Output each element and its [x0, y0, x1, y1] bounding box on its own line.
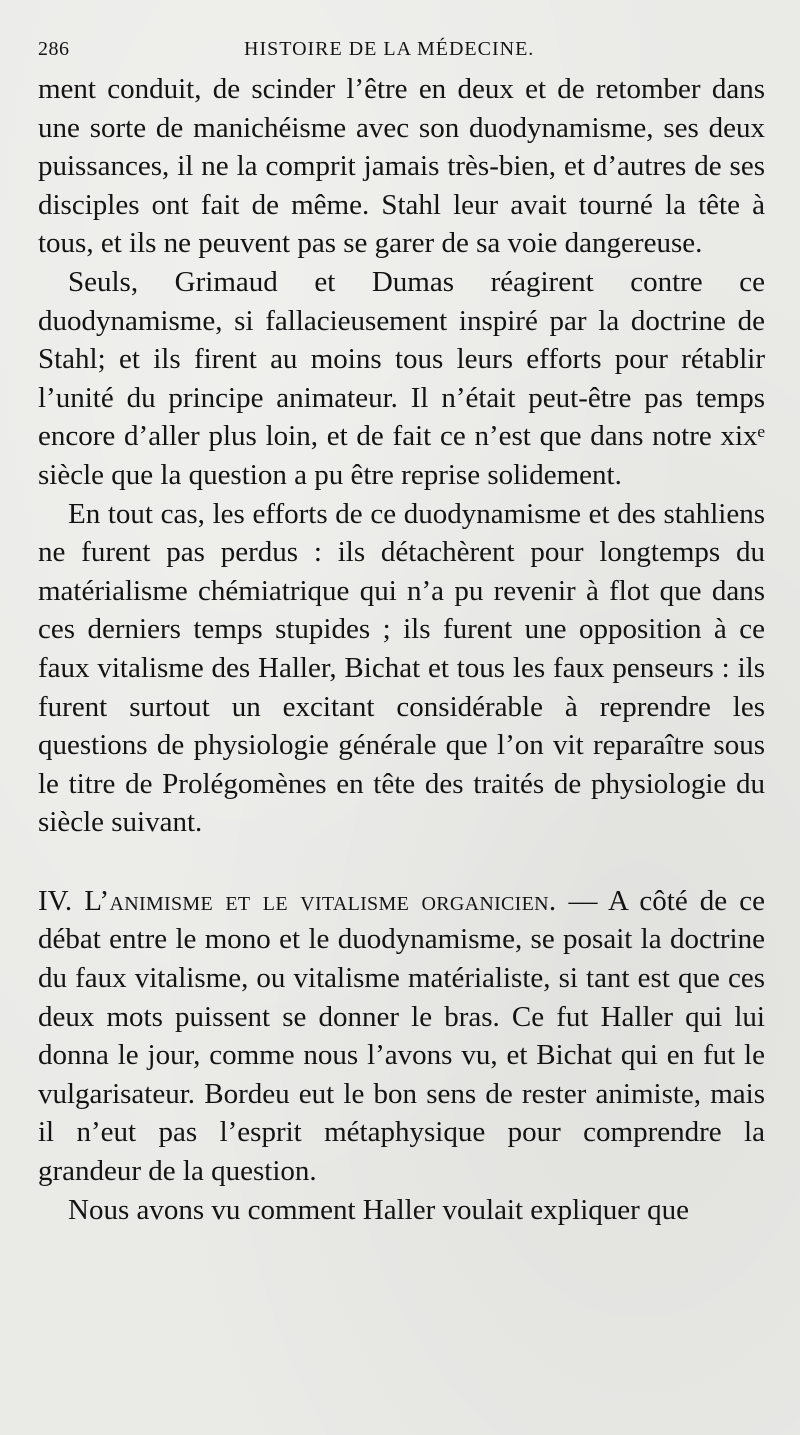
paragraph-section-iv	[38, 882, 765, 1191]
body-text	[38, 70, 765, 1229]
section-number: IV.	[38, 884, 73, 917]
page-number: 286	[38, 38, 70, 60]
paragraph-efforts: En tout cas, les efforts de ce duodynamisme et des stahliens ne furent pas perdus : ils détachèrent pour longtemps du matérialisme chémiatrique qui n’a pu revenir à flot que dans ces derniers temps stupides ; ils furent une opposition à ce faux vitalisme des Haller, Bichat et tous les faux penseurs : ils furent surtout un excitant considérable à reprendre les questions de physiologie générale que l’on vit reparaître sous le titre de Prolégomènes en tête des traités de physiologie du siècle suivant.	[38, 497, 765, 839]
running-title: HISTOIRE DE LA MÉDECINE.	[244, 38, 535, 60]
section-dash: —	[568, 884, 598, 917]
section-gap	[38, 842, 765, 882]
paragraph-continued: ment conduit, de scinder l’être en deux et de retomber dans une sorte de manichéisme avec son duodynamisme, ses deux puissances, il ne la comprit jamais très-bien, et d’autres de ses disciples ont fait de même. Stahl leur avait tourné la tête à tous, et ils ne peuvent pas se garer de sa voie dangereuse.	[38, 73, 765, 260]
paragraph-grimaud-dumas: Seuls, Grimaud et Dumas réagirent contre ce duodynamisme, si fallacieusement inspiré par la doctrine de Stahl; et ils firent au moins tous leurs efforts pour rétablir l’unité du principe animateur. Il n’était peut-être pas temps encore d’aller plus loin, et de fait ce n’est que dans notre xixᵉ siècle que la question a pu être reprise solidement.	[38, 265, 765, 491]
section-text: A côté de ce débat entre le mono et le duodynamisme, se posait la doctrine du faux vitalisme, ou vitalisme matérialiste, si tant est que ces deux mots puissent se donner le bras. Ce fut Haller qui lui donna le jour, comme nous l’avons vu, et Bichat qui en fut le vulgarisateur. Bordeu eut le bon sens de rester animiste, mais il n’eut pas l’esprit métaphysique pour comprendre la grandeur de la question.	[38, 884, 766, 1188]
running-head	[38, 30, 765, 70]
paragraph-haller: Nous avons vu comment Haller voulait expliquer que	[68, 1193, 689, 1226]
section-heading: L’animisme et le vitalisme organicien.	[84, 884, 557, 917]
